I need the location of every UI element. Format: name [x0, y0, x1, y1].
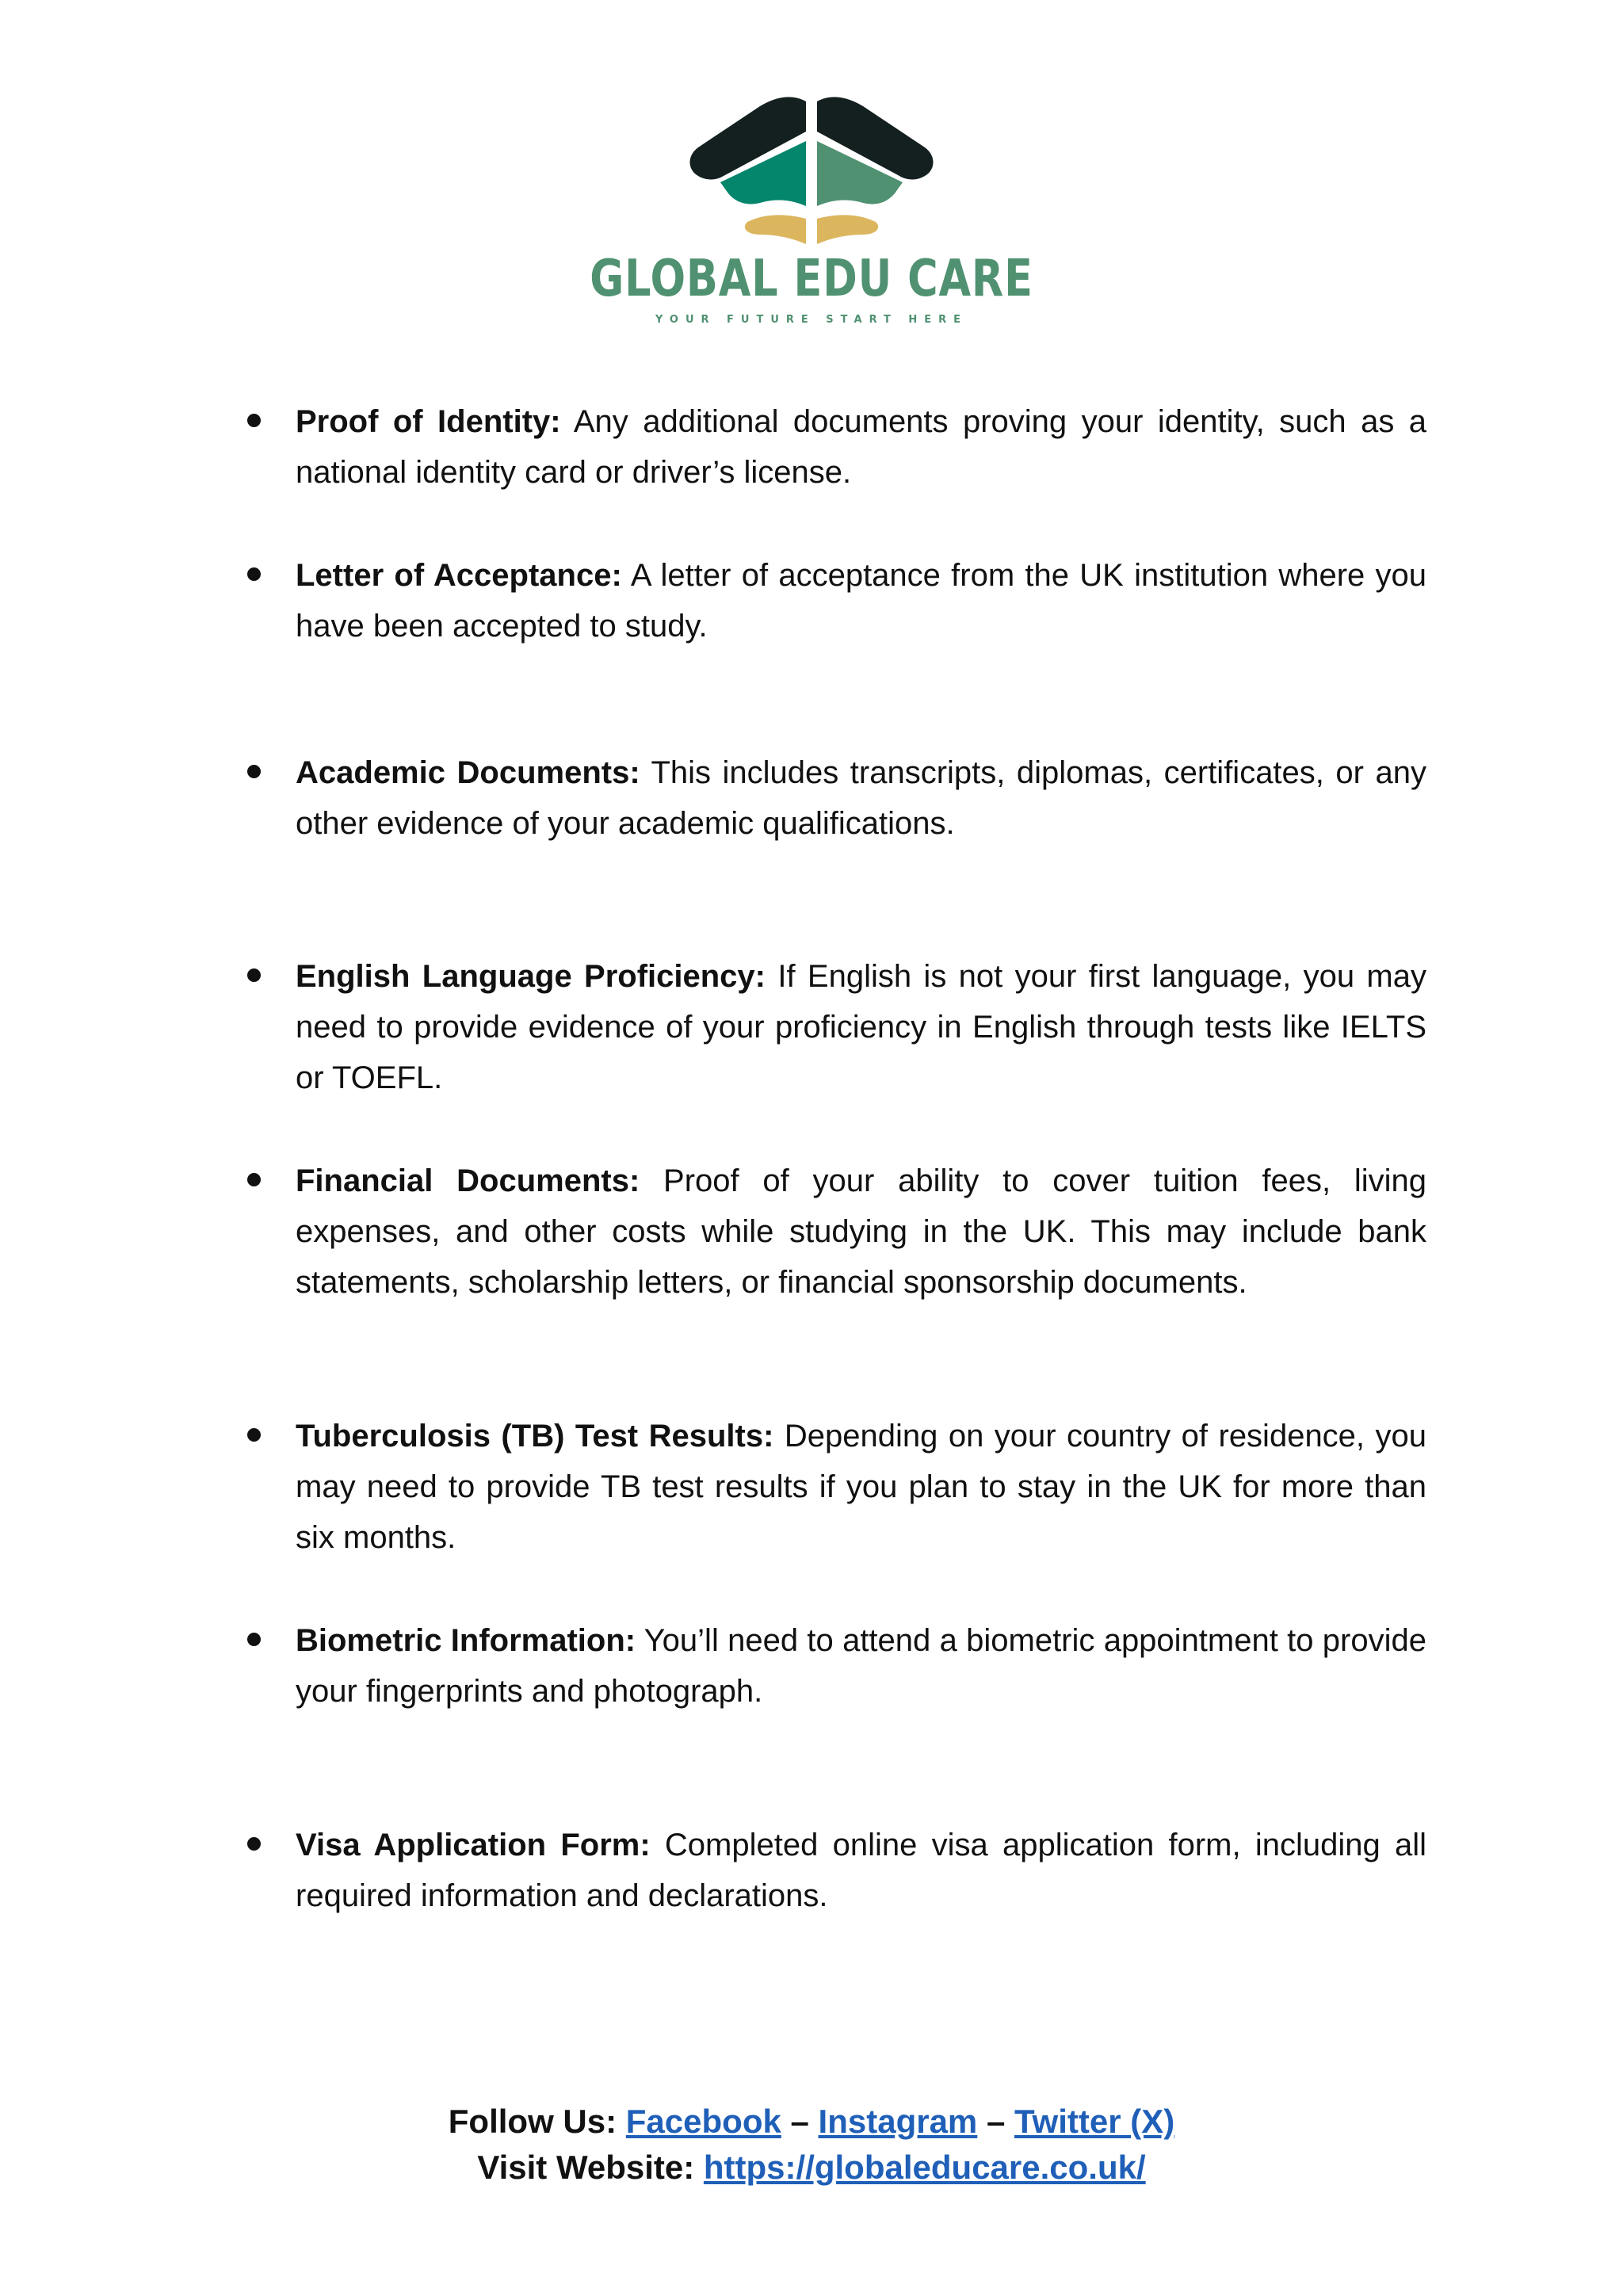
item-text: This includes transcripts, diplomas, certificates, or any other evidence of your academic qualifications. — [296, 755, 1426, 841]
list-item — [238, 1820, 1426, 1921]
item-title: English Language Proficiency: — [296, 959, 766, 994]
brand-tagline: YOUR FUTURE START HERE — [655, 314, 968, 326]
website-label: Visit Website: — [477, 2149, 695, 2186]
bullet-icon — [247, 1837, 261, 1851]
bullet-icon — [247, 567, 261, 581]
list-item — [238, 396, 1426, 498]
item-title: Letter of Acceptance: — [296, 558, 622, 593]
bullet-icon — [247, 414, 261, 427]
item-text: Completed online visa application form, including all required information and declarations. — [296, 1828, 1426, 1913]
item-text: You’ll need to attend a biometric appointment to provide your fingerprints and photograph. — [296, 1623, 1426, 1709]
brand-header — [0, 87, 1623, 326]
website-line — [0, 2145, 1623, 2191]
separator: – — [986, 2103, 1006, 2140]
list-item — [238, 1411, 1426, 1563]
item-title: Academic Documents: — [296, 755, 640, 790]
item-text: Proof of your ability to cover tuition fees, living expenses, and other costs while studying in the UK. This may include bank statements, scholarship letters, or financial sponsorship documents. — [296, 1163, 1426, 1300]
facebook-link[interactable]: Facebook — [625, 2103, 781, 2140]
website-link[interactable]: https://globaleducare.co.uk/ — [703, 2149, 1146, 2186]
item-title: Financial Documents: — [296, 1163, 640, 1198]
bullet-icon — [247, 765, 261, 778]
follow-label: Follow Us: — [448, 2103, 617, 2140]
bullet-icon — [247, 1428, 261, 1442]
item-text: A letter of acceptance from the UK institution where you have been accepted to study. — [296, 558, 1427, 644]
bullet-icon — [247, 1633, 261, 1646]
list-item — [238, 1615, 1426, 1717]
social-links-line — [0, 2099, 1623, 2145]
list-item — [238, 951, 1426, 1103]
separator: – — [790, 2103, 809, 2140]
brand-logo-icon — [681, 87, 942, 246]
list-item — [238, 1156, 1426, 1308]
twitter-link[interactable]: Twitter (X) — [1014, 2103, 1175, 2140]
footer — [0, 2099, 1623, 2191]
brand-name: GLOBAL EDU CARE — [590, 250, 1033, 308]
item-title: Visa Application Form: — [296, 1828, 651, 1862]
item-title: Proof of Identity: — [296, 404, 561, 439]
item-title: Biometric Information: — [296, 1623, 636, 1658]
bullet-icon — [247, 1173, 261, 1186]
bullet-icon — [247, 968, 261, 982]
list-item — [238, 747, 1426, 849]
item-title: Tuberculosis (TB) Test Results: — [296, 1419, 774, 1454]
list-item — [238, 550, 1426, 651]
item-text: Depending on your country of residence, you may need to provide TB test results if you plan to stay in the UK for more than six months. — [296, 1419, 1426, 1555]
item-text: If English is not your first language, you may need to provide evidence of your proficiency in English through tests like IELTS or TOEFL. — [296, 959, 1426, 1095]
item-text: Any additional documents proving your identity, such as a national identity card or driver’s license. — [296, 404, 1427, 490]
instagram-link[interactable]: Instagram — [818, 2103, 978, 2140]
